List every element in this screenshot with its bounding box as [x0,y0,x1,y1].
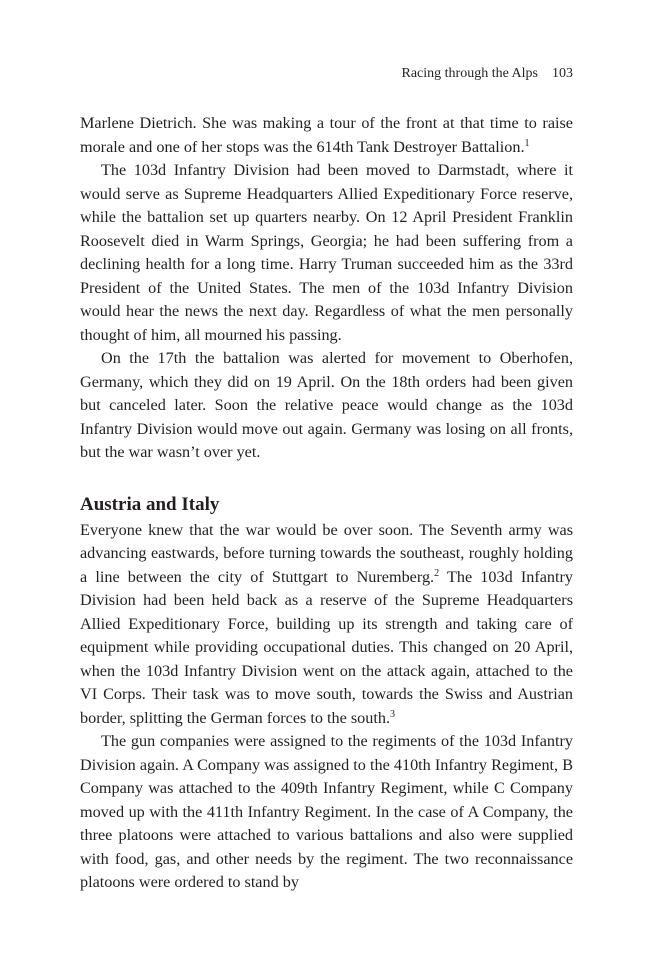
paragraph: The gun companies were assigned to the regiments of the 103d Infantry Division again. A Company was assigned to the 410th Infantry Regiment, B Company was attached to the 409th Infantry Regiment, while C Company moved up with the 411th Infantry Regiment. In the case of A Company, the three platoons were attached to various battalions and also were supplied with food, gas, and other needs by the regiment. The two reconnaissance platoons were ordered to stand by [80,732,573,891]
page-number: 103 [552,66,573,81]
footnote-marker[interactable]: 2 [434,567,440,579]
paragraph: On the 17th the battalion was alerted for movement to Oberhofen, Germany, which they did on 19 April. On the 18th orders had been given but canceled later. Soon the relative peace would change as the 103d Infantry Division would move out again. Germany was losing on all fronts, but the war wasn’t over yet. [80,349,573,461]
paragraph: The 103d Infantry Division had been moved to Darmstadt, where it would serve as Supreme Headquarters Allied Expeditionary Force reserve, while the battalion set up quarters nearby. On 12 April President Franklin Roosevelt died in Warm Springs, Georgia; he had been suffering from a declining health for a long time. Harry Truman succeeded him as the 33rd President of the United States. The men of the 103d Infantry Division would hear the news the next day. Regardless of what the men personally thought of him, all mourned his passing. [80,161,573,344]
running-title: Racing through the Alps [401,66,538,81]
paragraph: Marlene Dietrich. She was making a tour of the front at that time to raise morale and one of her stops was the 614th Tank Destroyer Battalion.$^1$ [80,114,573,156]
running-header [80,64,573,84]
paragraph: Everyone knew that the war would be over soon. The Seventh army was advancing eastwards, before turning towards the southeast, roughly holding a line between the city of Stuttgart to Nuremberg.$^2$ The 103d Infantry Division had been held back as a reserve of the Supreme Headquarters Allied Expeditionary Force, building up its strength and taking care of equipment while providing occupational duties. This changed on 20 April, when the 103d Infantry Division went on the attack again, attached to the VI Corps. Their task was to move south, towards the Swiss and Austrian border, splitting the German forces to the south.$^3$ [80,520,573,727]
section-heading: Austria and Italy [80,493,220,515]
page-body [80,112,573,895]
footnote-marker[interactable]: 3 [390,708,395,720]
footnote-marker[interactable]: 1 [524,137,530,149]
